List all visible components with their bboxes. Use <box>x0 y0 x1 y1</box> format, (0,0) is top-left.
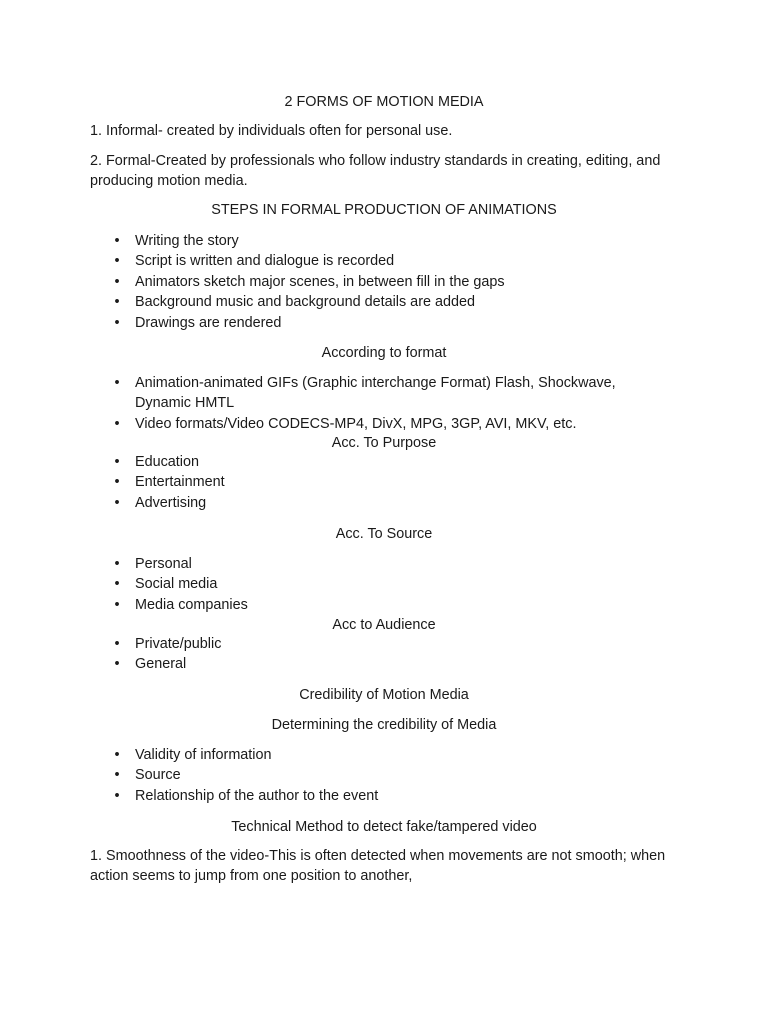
page-title: 2 FORMS OF MOTION MEDIA <box>284 94 484 110</box>
credibility-list <box>0 745 700 806</box>
bullet-icon: • <box>114 636 120 652</box>
bullet-icon: • <box>114 556 120 572</box>
list-item: • Social media <box>0 574 700 594</box>
list-item: • Advertising <box>0 493 700 513</box>
bullet-icon: • <box>114 273 120 290</box>
audience-heading: Acc to Audience <box>332 617 436 633</box>
list-item: • Background music and background details are added <box>0 292 700 312</box>
list-item: • Entertainment <box>0 472 700 492</box>
credibility-heading: Credibility of Motion Media <box>299 687 469 703</box>
bullet-icon: • <box>114 787 120 804</box>
list-item: • Script is written and dialogue is recorded <box>0 251 700 271</box>
bullet-icon: • <box>114 596 120 613</box>
bullet-icon: • <box>114 375 120 391</box>
bullet-icon: • <box>114 253 120 270</box>
list-item: • Animators sketch major scenes, in between fill in the gaps <box>0 272 700 292</box>
bullet-icon: • <box>114 494 120 511</box>
bullet-icon: • <box>114 576 120 593</box>
bullet-icon: • <box>114 415 120 432</box>
list-item: • Relationship of the author to the event <box>0 786 700 806</box>
bullet-icon: • <box>114 474 120 491</box>
list-item: • Drawings are rendered <box>0 313 700 333</box>
bullet-icon: • <box>114 747 120 763</box>
bullet-icon: • <box>114 294 120 311</box>
list-item: • Validity of information <box>0 745 700 765</box>
purpose-heading: Acc. To Purpose <box>331 435 437 451</box>
list-item: • Private/public <box>0 634 700 654</box>
source-list <box>0 554 700 615</box>
steps-list <box>0 231 700 333</box>
source-heading: Acc. To Source <box>335 526 433 542</box>
format-heading: According to format <box>321 345 447 361</box>
list-item: • Education <box>0 452 700 472</box>
list-item: • Video formats/Video CODECS-MP4, DivX, MPG, 3GP, AVI, MKV, etc. <box>0 414 700 434</box>
bullet-icon: • <box>114 314 120 331</box>
list-item: • Writing the story <box>0 231 700 251</box>
purpose-list <box>0 452 700 513</box>
audience-list <box>0 634 700 675</box>
list-item: • Media companies <box>0 595 700 615</box>
form-informal: 1. Informal- created by individuals often for personal use. <box>90 123 453 139</box>
list-item: • Animation-animated GIFs (Graphic interchange Format) Flash, Shockwave, Dynamic HMTL <box>0 373 700 414</box>
bullet-icon: • <box>114 233 120 249</box>
format-list <box>0 373 700 434</box>
list-item: • General <box>0 654 700 674</box>
list-item: • Source <box>0 765 700 785</box>
form-formal: 2. Formal-Created by professionals who follow industry standards in creating, editing, and producing motion media. <box>90 153 661 189</box>
list-item: • Personal <box>0 554 700 574</box>
bullet-icon: • <box>114 767 120 784</box>
credibility-subheading: Determining the credibility of Media <box>271 717 497 733</box>
steps-heading: STEPS IN FORMAL PRODUCTION OF ANIMATIONS <box>211 202 557 218</box>
bullet-icon: • <box>114 656 120 673</box>
bullet-icon: • <box>114 454 120 470</box>
technical-heading: Technical Method to detect fake/tampered video <box>231 819 537 835</box>
technical-text: 1. Smoothness of the video-This is often detected when movements are not smooth; when action seems to jump from one position to another, <box>90 848 666 884</box>
